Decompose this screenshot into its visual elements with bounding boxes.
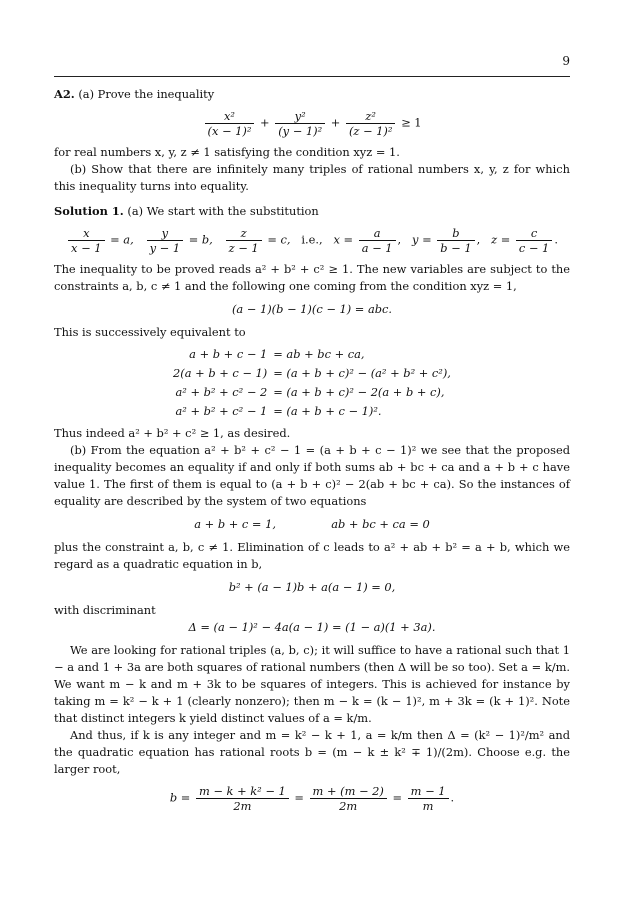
paragraph-6: with discriminant [54,603,156,617]
problem-condition: for real numbers x, y, z ≠ 1 satisfying the condition xyz = 1. [54,145,400,159]
inequality-display: $\frac{\text{x²}}{\text{(x − 1)²}}$ + $\frac{\text{y²}}{\text{(y − 1)²}}$ + $\frac{\text{z²}}{\text{(z − 1)²}}$ ≥ 1 [54,109,570,138]
system-eq-1: a + b + c = 1, [194,517,276,531]
system-of-equations [54,516,570,533]
eq-row: 2(a + b + c − 1) = (a + b + c)² − (a² + b² + c²), [173,366,451,380]
sub-f1-rhs: = a, [110,232,134,247]
sub-g1-lhs: x = [333,232,354,247]
equation-array [170,345,454,421]
system-eq-2: ab + bc + ca = 0 [331,517,430,531]
sub-f2: $\frac{y}{y - 1}$ [147,226,183,255]
ineq-t2-num: y² [275,109,325,124]
equation-2: b² + (a − 1)b + a(a − 1) = 0, [228,580,396,594]
sub-g2: $\frac{b}{b - 1}$ [437,226,474,255]
equation-1: (a − 1)(b − 1)(c − 1) = abc. [231,302,393,316]
page-number: 9 [562,54,570,68]
ineq-term-3 [346,109,396,138]
solution-intro-text: (a) We start with the substitution [127,204,319,218]
problem-statement [54,86,570,103]
solution-label: Solution 1. [54,204,124,218]
final-frac-1: $\frac{\text{m − k + k² − 1}}{2m}$ [196,784,289,813]
ineq-rhs: ≥ 1 [401,115,422,130]
eq-row: a² + b² + c² − 2 = (a + b + c)² − 2(a + b + c), [175,385,445,399]
running-header [54,52,570,77]
problem-label: A2. [54,87,75,101]
page-body [54,86,570,819]
sub-g1: $\frac{a}{a - 1}$ [359,226,396,255]
eq-row: a² + b² + c² − 1 = (a + b + c − 1)². [175,404,382,418]
sub-g3-lhs: z = [491,232,511,247]
problem-part-b: (b) Show that there are infinitely many triples of rational numbers x, y, z for which this inequality turns into equality. [54,162,570,193]
ineq-t3-den: (z − 1)² [348,124,393,138]
final-frac-3: $\frac{m - 1}{m}$ [408,784,449,813]
final-lhs: b = [169,790,191,805]
paragraph-7: We are looking for rational triples (a, b, c); it will suffice to have a rational such that 1 − a and 1 + 3a are both squares of rational numbers (then Δ will be so too). Set a = k/m. We want m − k and m + 3k to be squares of integers. This is achieved for instance by taking m = k² − k + 1 (clearly nonzero); then m − k = (k − 1)², m + 3k = (k + 1)². Note that distinct integers k yield distinct values of a = k/m. [54,643,570,725]
final-frac-2: $\frac{m + (m - 2)}{2m}$ [310,784,387,813]
sub-g2-lhs: y = [412,232,432,247]
ineq-term-2 [275,109,325,138]
paragraph-4: (b) From the equation a² + b² + c² − 1 = (a + b + c − 1)² we see that the proposed inequality becomes an equality if and only if both sums ab + bc + ca and a + b + c have value 1. The first of them is equal to (a + b + c)² − 2(ab + bc + ca). So the instances of equality are described by the system of two equations [54,443,570,508]
ineq-term-1 [205,109,255,138]
sub-f2-rhs: = b, [188,232,213,247]
ineq-t1-num: x² [205,109,255,124]
ineq-t2-den: (y − 1)² [278,124,323,138]
final-equation: b = $\frac{\text{m − k + k² − 1}}{2m}$ = $\frac{m + (m - 2)}{2m}$ = $\frac{m - 1}{m}$ . [169,784,455,813]
paragraph-8: And thus, if k is any integer and m = k² − k + 1, a = k/m then Δ = (k² − 1)²/m² and the quadratic equation has rational roots b = (m − k ± k² ∓ 1)/(2m). Choose e.g. the larger root, [54,728,570,776]
sub-g3: $\frac{c}{c - 1}$ [516,226,552,255]
sub-ie: i.e., [301,232,323,247]
ineq-t3-num: z² [346,109,396,124]
paragraph-5: plus the constraint a, b, c ≠ 1. Elimination of c leads to a² + ab + b² = a + b, which we regard as a quadratic equation in b, [54,540,570,571]
sub-f3: $\frac{z}{z - 1}$ [226,226,262,255]
substitution-display: $\frac{x}{x - 1}$ = a, $\frac{y}{y - 1}$ = b, $\frac{z}{z - 1}$ = c, i.e., x = $\frac{a}{a - 1}$ , y = $\frac{b}{b - 1}$ , z = $\frac{c}{c - 1}$ . [54,226,570,255]
sub-f3-rhs: = c, [267,232,291,247]
equation-3: Δ = (a − 1)² − 4a(a − 1) = (1 − a)(1 + 3a). [188,620,436,634]
eq-row: a + b + c − 1 = ab + bc + ca, [189,347,365,361]
paragraph-2: This is successively equivalent to [54,325,246,339]
paragraph-1: The inequality to be proved reads a² + b² + c² ≥ 1. The new variables are subject to the constraints a, b, c ≠ 1 and the following one coming from the condition xyz = 1, [54,262,570,293]
problem-part-a: (a) Prove the inequality [78,87,215,101]
ineq-t1-den: (x − 1)² [207,124,252,138]
sub-f1: $\frac{x}{x - 1}$ [68,226,104,255]
solution-intro [54,203,570,220]
paragraph-3: Thus indeed a² + b² + c² ≥ 1, as desired. [54,426,291,440]
